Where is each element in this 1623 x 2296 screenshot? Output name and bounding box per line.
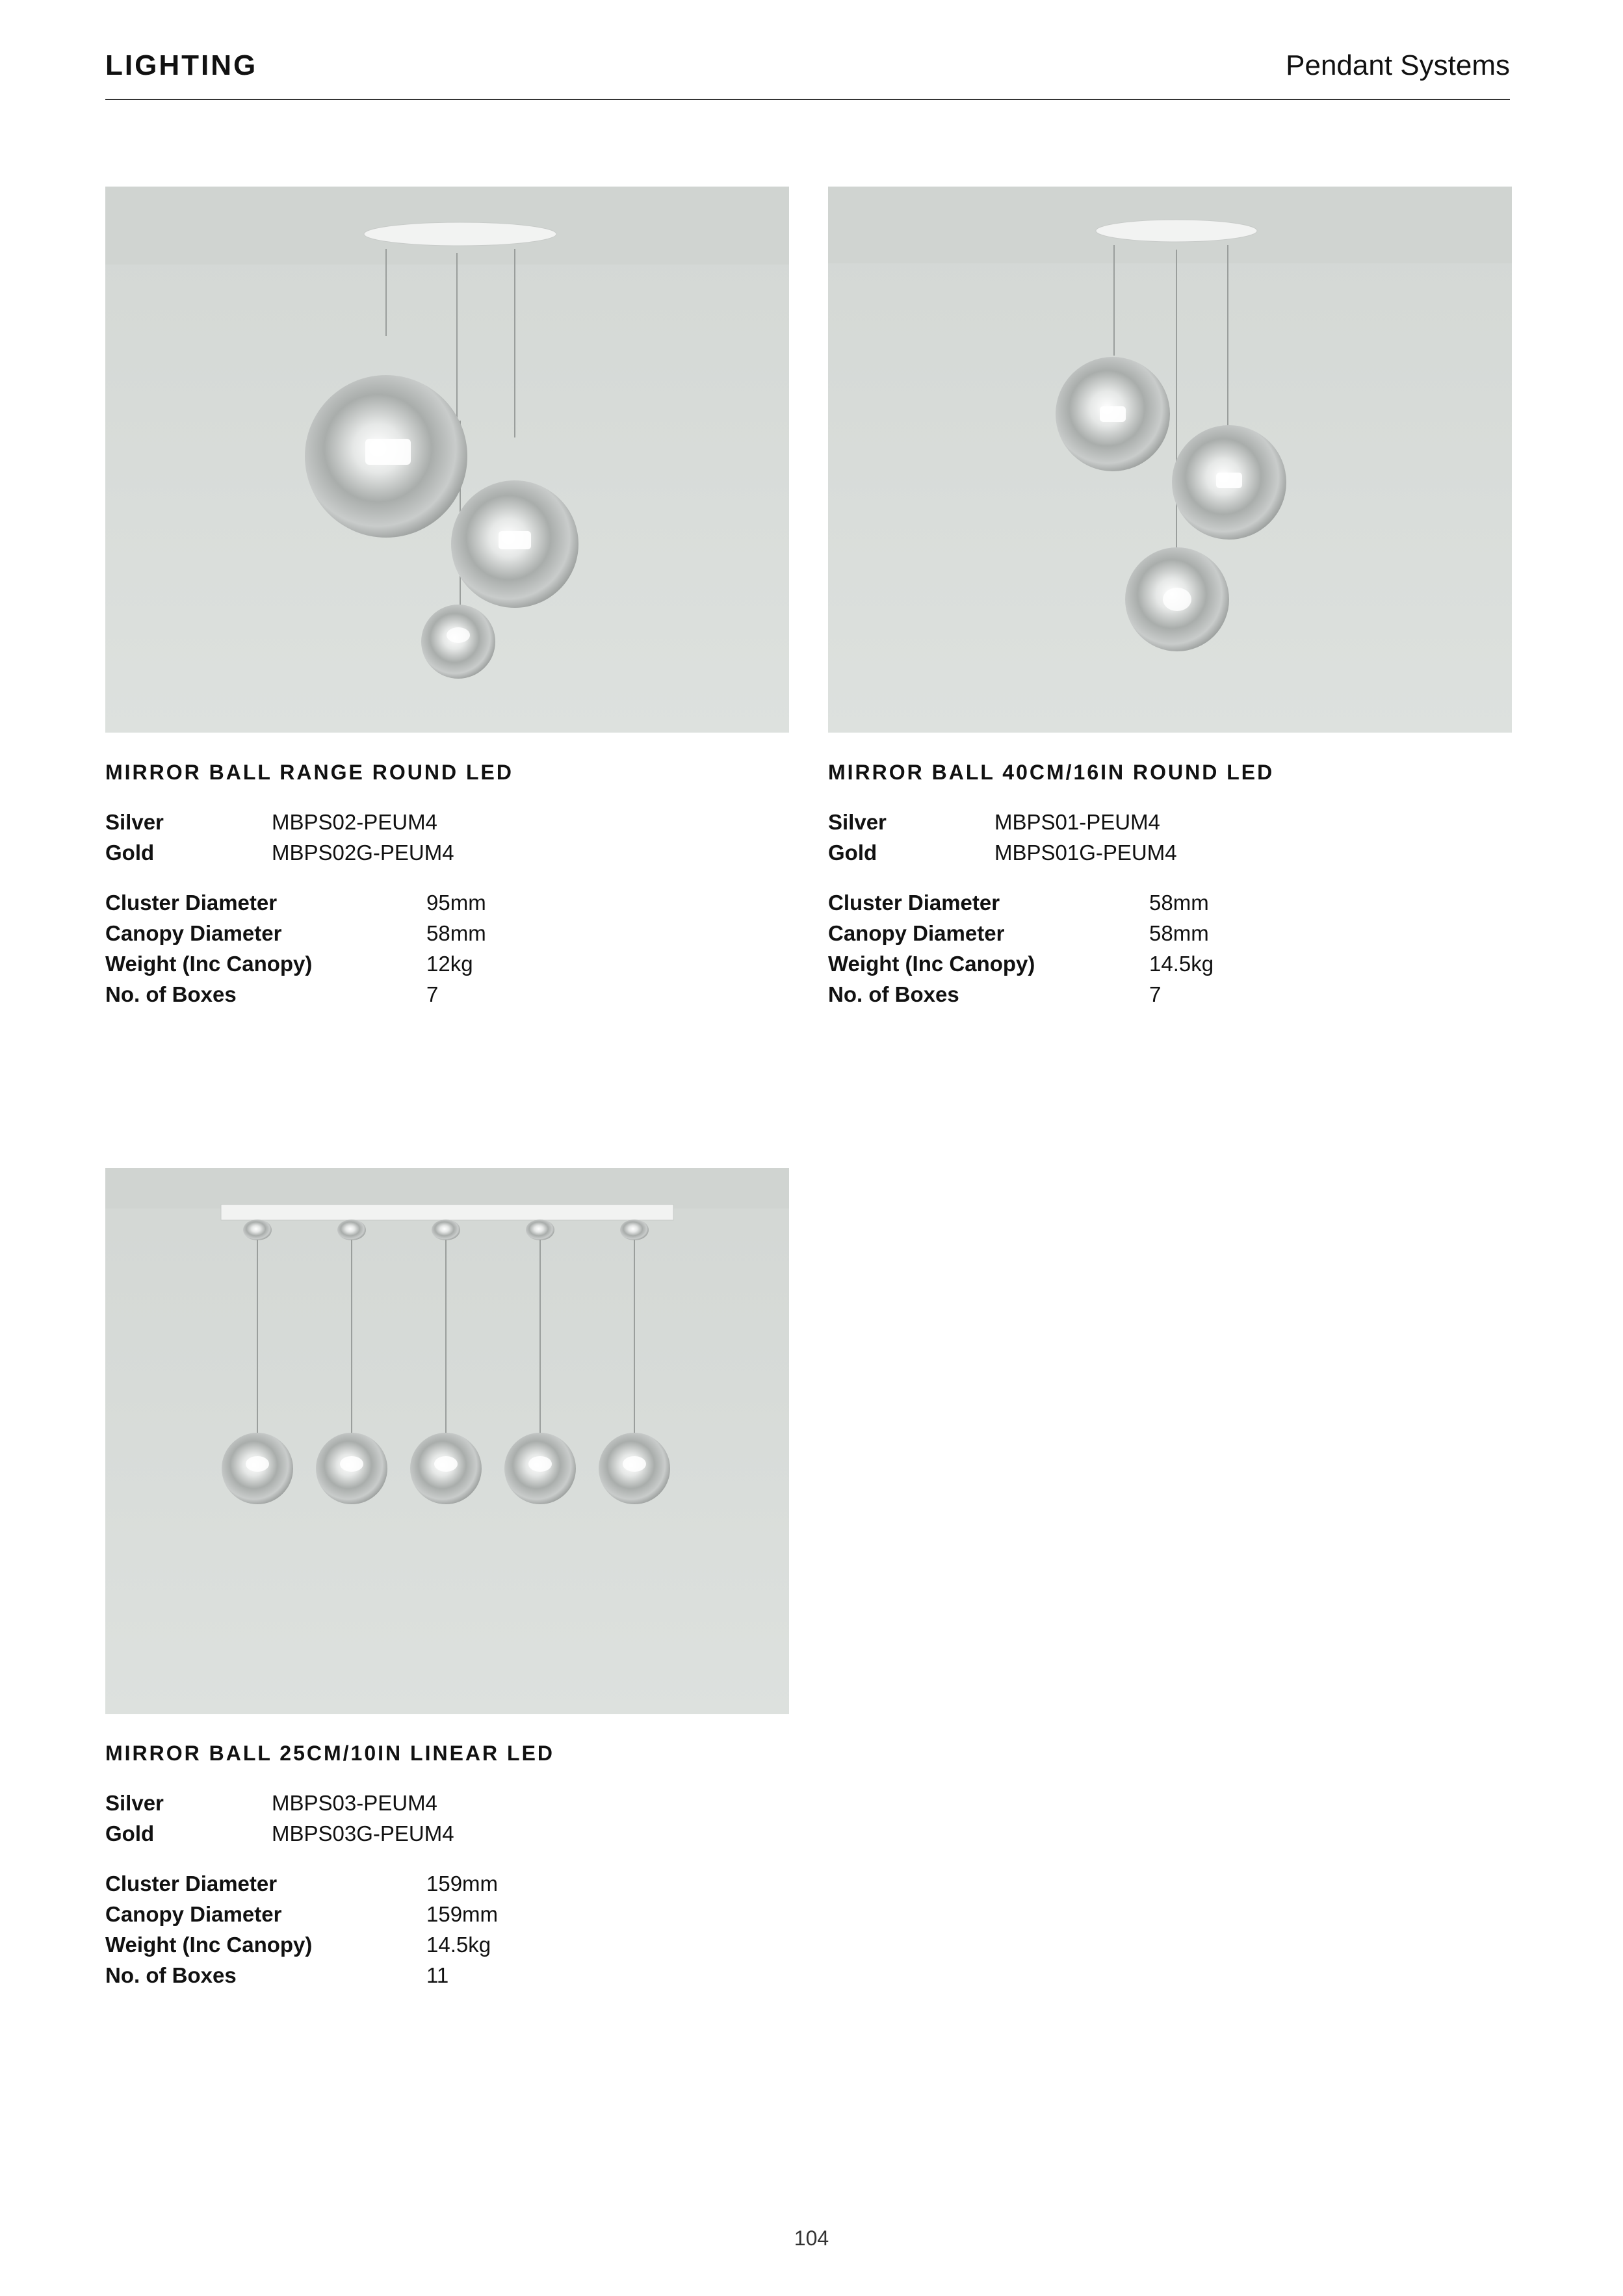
spec-value: 11 [426, 1963, 449, 1987]
code-value: MBPS01G-PEUM4 [994, 841, 1177, 865]
code-label: Silver [105, 1791, 164, 1815]
product-title: MIRROR BALL 25CM/10IN LINEAR LED [105, 1742, 555, 1765]
code-value: MBPS02G-PEUM4 [272, 841, 454, 865]
spec-value: 14.5kg [1149, 952, 1214, 976]
spec-label: No. of Boxes [105, 982, 237, 1006]
spec-label: No. of Boxes [828, 982, 959, 1006]
spec-value: 7 [426, 982, 439, 1006]
subsection-title: Pendant Systems [1286, 49, 1510, 81]
product-photo-40cm-round [828, 187, 1512, 733]
code-value: MBPS01-PEUM4 [994, 810, 1160, 834]
spec-label: Weight (Inc Canopy) [105, 1933, 313, 1957]
code-label: Silver [105, 810, 164, 834]
spec-value: 95mm [426, 891, 486, 915]
code-value: MBPS03G-PEUM4 [272, 1821, 454, 1846]
spec-value: 58mm [426, 921, 486, 945]
code-value: MBPS02-PEUM4 [272, 810, 437, 834]
spec-value: 159mm [426, 1902, 499, 1926]
header-divider [105, 99, 1510, 100]
code-label: Gold [105, 1821, 155, 1846]
product-title: MIRROR BALL RANGE ROUND LED [105, 761, 513, 784]
spec-value: 159mm [426, 1872, 499, 1896]
code-label: Gold [105, 841, 155, 865]
spec-label: Canopy Diameter [828, 921, 1005, 945]
spec-value: 14.5kg [426, 1933, 491, 1957]
section-title: LIGHTING [105, 49, 258, 81]
spec-label: Cluster Diameter [828, 891, 1000, 915]
spec-value: 12kg [426, 952, 473, 976]
spec-value: 58mm [1149, 921, 1209, 945]
spec-label: No. of Boxes [105, 1963, 237, 1987]
spec-label: Weight (Inc Canopy) [828, 952, 1035, 976]
product-title: MIRROR BALL 40CM/16IN ROUND LED [828, 761, 1275, 784]
code-value: MBPS03-PEUM4 [272, 1791, 437, 1815]
product-photo-25cm-linear [105, 1168, 789, 1714]
page-number: 104 [794, 2226, 829, 2250]
spec-value: 58mm [1149, 891, 1209, 915]
product-photo-range-round [105, 187, 789, 733]
code-label: Gold [828, 841, 877, 865]
spec-label: Cluster Diameter [105, 1872, 278, 1896]
spec-label: Weight (Inc Canopy) [105, 952, 313, 976]
spec-label: Canopy Diameter [105, 1902, 282, 1926]
spec-label: Canopy Diameter [105, 921, 282, 945]
spec-label: Cluster Diameter [105, 891, 278, 915]
code-label: Silver [828, 810, 887, 834]
spec-value: 7 [1149, 982, 1162, 1006]
